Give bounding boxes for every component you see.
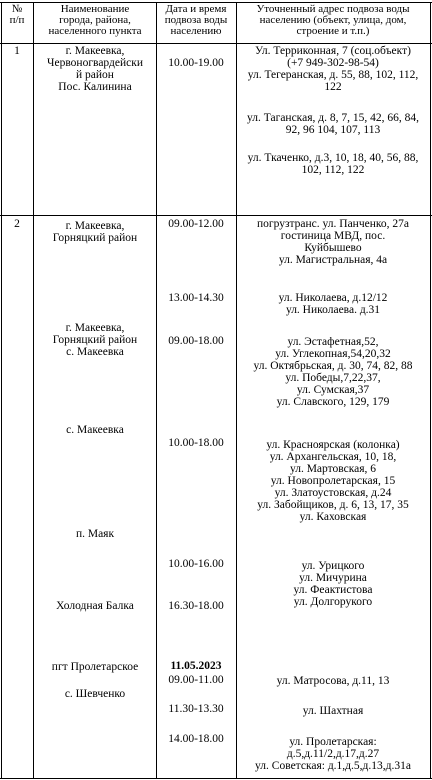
row-2-time-9: 14.00-18.00 <box>168 733 224 745</box>
row-2-place-proletarskoe: пгт Пролетарское <box>51 661 139 673</box>
row-2-time-6: 16.30-18.00 <box>168 600 224 612</box>
row-1-time: 10.00-19.00 <box>168 57 224 69</box>
row-2-address-group-6: ул. Матросова, д.11, 13 <box>276 675 390 687</box>
row-2-date: 11.05.2023 <box>170 660 222 672</box>
header-bottom-border <box>0 43 432 44</box>
row-1-number: 1 <box>14 45 20 57</box>
header-place: Наименование города, района, населенного пункта <box>48 3 142 37</box>
row-2-time-3: 09.00-18.00 <box>168 335 224 347</box>
row-1-place: г. Макеевка, Червоногвардейски й район Пос. Калинина <box>47 45 143 93</box>
row-1-address-group-2: ул. Таганская, д. 8, 7, 15, 42, 66, 84, 92, 96 104, 107, 113 <box>247 112 419 136</box>
row-2-time-5: 10.00-16.00 <box>168 558 224 570</box>
table-border-left <box>1 2 2 779</box>
header-datetime: Дата и время подвоза воды населению <box>164 3 228 37</box>
row-2-time-8: 11.30-13.30 <box>168 703 224 715</box>
column-divider-1 <box>33 2 34 779</box>
row-2-time-7: 09.00-11.00 <box>168 674 224 686</box>
header-num: № п/п <box>9 3 25 26</box>
row-2-address-group-3: ул. Эстафетная,52, ул. Углекопная,54,20,32 ул. Октябрьская, д. 30, 74, 82, 88 ул. Победы,7,22,37, ул. Сумская,37 ул. Славского, 129, 179 <box>253 336 413 408</box>
table-border-bottom <box>0 778 432 779</box>
row-2-number: 2 <box>14 218 20 230</box>
row-2-place-makeevka: с. Макеевка <box>66 424 124 436</box>
row-2-address-group-7: ул. Шахтная <box>302 705 364 717</box>
column-divider-3 <box>236 2 237 779</box>
header-address: Уточненный адрес подвоза воды населению (объект, улица, дом, строение и т.п.) <box>256 3 410 37</box>
row-1-address-group-1: Ул. Терриконная, 7 (соц.объект) (+7 949-302-98-54) ул. Тегеранская, д. 55, 88, 102, 112, 122 <box>247 45 419 93</box>
row-2-address-group-5: ул. Урицкого ул. Мичурина ул. Феактистова ул. Долгорукого <box>293 560 373 608</box>
row-2-address-group-4: ул. Красноярская (колонка) ул. Архангельская, 10, 18, ул. Мартовская, 6 ул. Новопролетарская, 15 ул. Златоустовская, д.24 ул. Забойщиков, д. 6, 13, 17, 35 ул. Каховская <box>257 439 409 523</box>
row-1-address-group-3: ул. Ткаченко, д.3, 10, 18, 40, 56, 88, 102, 112, 122 <box>247 152 419 176</box>
row-2-address-group-2: ул. Николаева, д.12/12 ул. Николаева. д.31 <box>278 292 388 316</box>
row-1-bottom-border <box>0 215 432 216</box>
table-border-right <box>430 2 431 779</box>
row-2-place-shevchenko: с. Шевченко <box>64 688 126 700</box>
column-divider-2 <box>156 2 157 779</box>
row-2-place-gorniatsky: г. Макеевка, Горняцкий район <box>52 220 138 244</box>
row-2-time-2: 13.00-14.30 <box>168 292 224 304</box>
row-2-address-group-1: погрузтранс. ул. Панченко, 27а гостиница МВД, пос. Куйбышево ул. Магистральная, 4а <box>257 218 409 266</box>
row-2-place-mayak: п. Маяк <box>75 528 115 540</box>
row-2-place-kholodnaya-balka: Холодная Балка <box>56 600 134 612</box>
row-2-time-1: 09.00-12.00 <box>168 218 224 230</box>
row-2-time-4: 10.00-18.00 <box>168 437 224 449</box>
row-2-address-group-8: ул. Пролетарская: д.5,д.11/2,д.17,д.27 ул. Советская: д.1,д.5,д.13,д.31а <box>255 736 411 772</box>
row-2-place-makeevka-village: г. Макеевка, Горняцкий район с. Макеевка <box>52 322 138 358</box>
